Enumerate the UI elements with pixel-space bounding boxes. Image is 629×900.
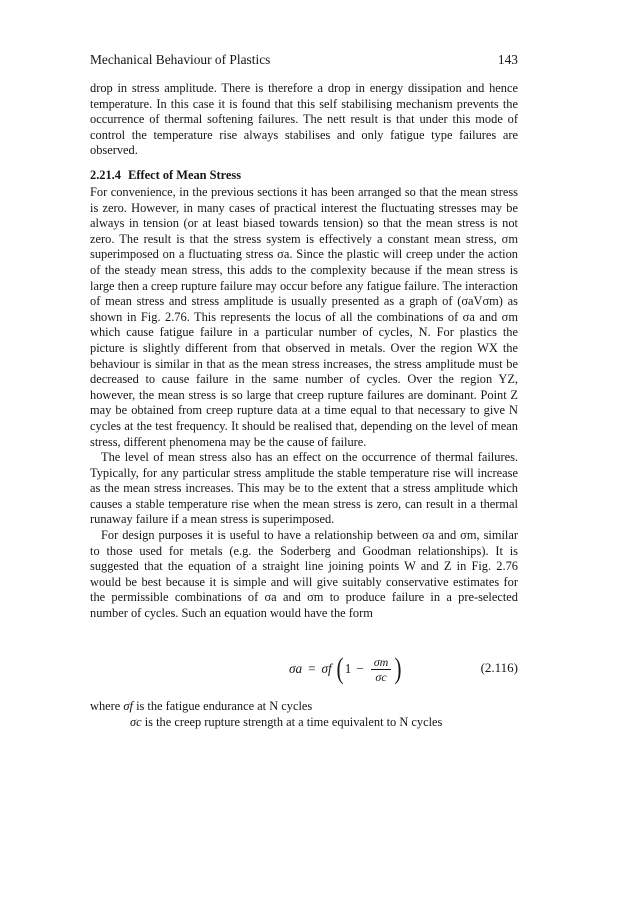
body-paragraph: The level of mean stress also has an effect on the occurrence of thermal failures. Typically, for any particular stress amplitude the stable temperature rise will increase as the mean stress increases. This may be to the extent that a stress amplitude which causes a stable temperature rise when the mean stress is zero, can result in a thermal runaway failure if a mean stress is superimposed. [90, 450, 518, 527]
section-body [90, 185, 518, 622]
equation-number: (2.116) [480, 660, 518, 675]
definition-row [90, 698, 518, 714]
symbol-definitions [90, 698, 518, 730]
fraction-denominator: σc [375, 669, 387, 684]
equation-2-116 [90, 645, 518, 691]
section-number: 2.21.4 [90, 168, 121, 182]
page-header [90, 52, 518, 68]
equation-equals: = [308, 661, 316, 676]
running-title: Mechanical Behaviour of Plastics [90, 52, 271, 67]
body-paragraph: For convenience, in the previous sections it has been arranged so that the mean stress is zero. However, in many cases of practical interest the fluctuating stresses may be always in tension (or at least biased towards tension) so that the mean stress is not zero. The result is that the stress system is effectively a constant mean stress, σm superimposed on a fluctuating stress σa. Since the plastic will creep under the action of the steady mean stress, this adds to the complexity because if the mean stress is large then a creep rupture failure may occur before any fatigue failure. The interaction of mean stress and stress amplitude is usually presented as a graph of (σaVσm) as shown in Fig. 2.76. This represents the locus of all the combinations of σa and σm which cause fatigue failure in a particular number of cycles, N. For plastics the picture is slightly different from that observed in metals. Over the region WX the behaviour is similar in that as the mean stress increases, the stress amplitude must be decreased to cause failure in the same number of cycles. Over the region YZ, however, the mean stress is so large that creep rupture failures are dominant. Point Z may be obtained from creep rupture data at a time equal to that necessary to give N cycles at the test frequency. It should be realised that, depending on the level of mean stress, different phenomena may be the cause of failure. [90, 185, 518, 449]
equation-minus: − [356, 661, 364, 676]
equation-coefficient: σf [321, 661, 332, 676]
section-title: Effect of Mean Stress [128, 168, 242, 182]
equation-lhs: σa [289, 661, 303, 676]
equation-expression [289, 654, 403, 684]
definition-symbol: σf [123, 699, 133, 713]
definition-symbol: σc [130, 715, 142, 729]
intro-paragraph: drop in stress amplitude. There is therefore a drop in energy dissipation and hence temperature. In this case it is found that this self stabilising mechanism prevents the occurrence of thermal softening failures. The nett result is that under this mode of control the temperature rise always stabilises and only fatigue type failures are observed. [90, 81, 518, 158]
body-paragraph: For design purposes it is useful to have a relationship between σa and σm, similar to those used for metals (e.g. the Soderberg and Goodman relationships). It is suggested that the equation of a straight line joining points W and Z in Fig. 2.76 would be best because it is simple and will give suitably conservative estimates for the permissible combinations of σa and σm to produce failure in a pre-selected number of cycles. Such an equation would have the form [90, 528, 518, 621]
section-heading [90, 167, 245, 183]
definition-text: is the creep rupture strength at a time equivalent to N cycles [144, 715, 443, 729]
page-number: 143 [497, 52, 518, 67]
left-paren-symbol: ( [336, 652, 344, 685]
intro-paragraph-block [90, 81, 518, 159]
equation-fraction [371, 655, 392, 684]
equation-one: 1 [344, 661, 352, 676]
where-label: where [90, 699, 121, 713]
definition-row [90, 714, 518, 730]
right-paren-symbol: ) [394, 652, 402, 685]
fraction-numerator: σm [371, 655, 392, 670]
definition-text: is the fatigue endurance at N cycles [136, 699, 313, 713]
